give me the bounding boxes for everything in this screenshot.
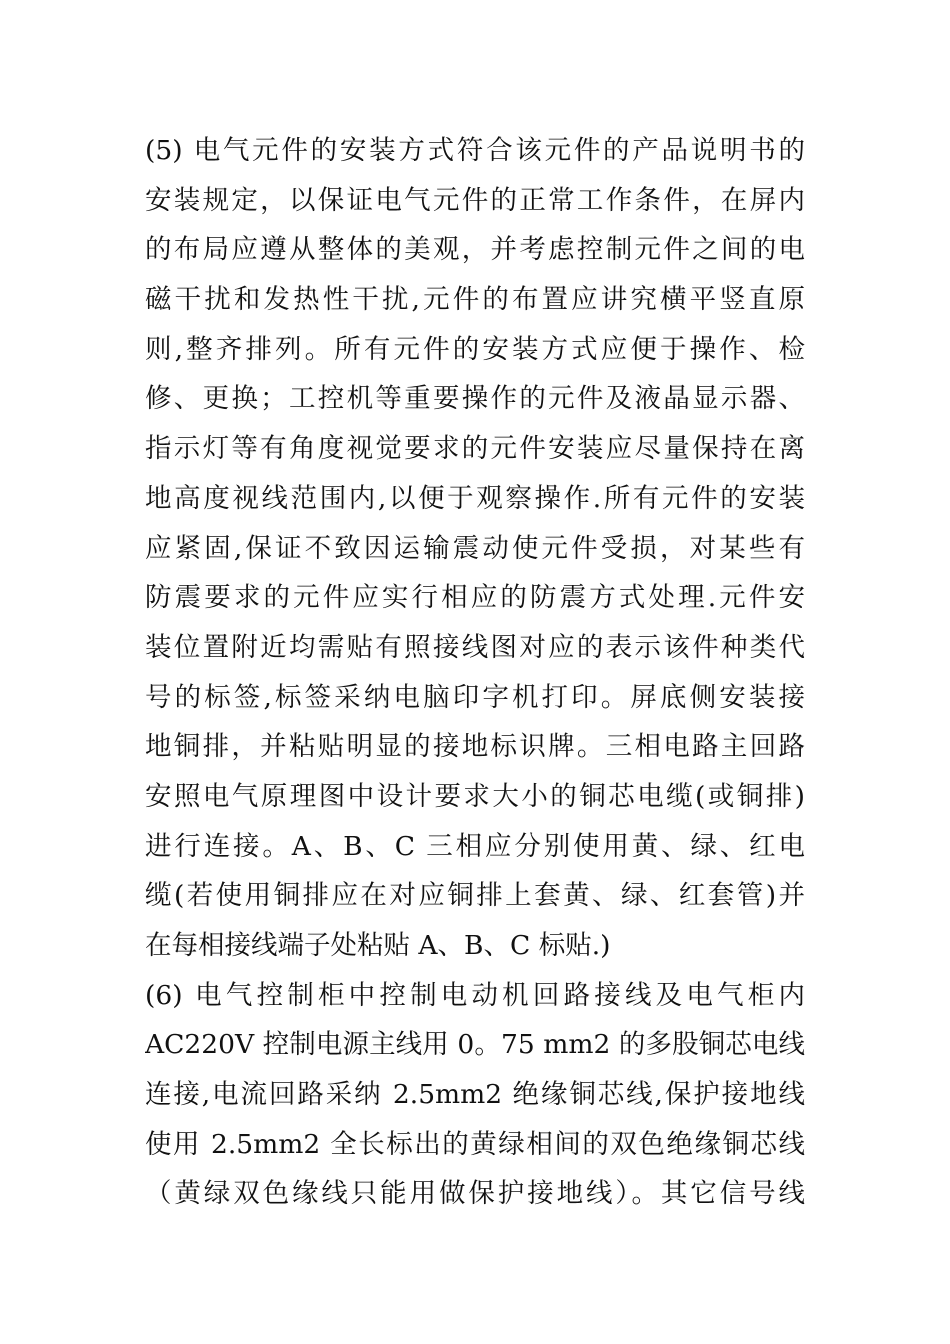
text-line: 缆(若使用铜排应在对应铜排上套黄、绿、红套管)并 xyxy=(145,880,805,912)
text-line: 指示灯等有角度视觉要求的元件安装应尽量保持在离 xyxy=(145,433,805,465)
text-line: 修、更换；工控机等重要操作的元件及液晶显示器、 xyxy=(145,383,805,415)
text-line: 安装规定，以保证电气元件的正常工作条件，在屏内 xyxy=(145,184,805,216)
text-line: 进行连接。A、B、C 三相应分别使用黄、绿、红电 xyxy=(145,830,805,862)
text-line: 连接,电流回路采纳 2.5mm2 绝缘铜芯线,保护接地线 xyxy=(145,1079,805,1111)
text-line: 号的标签,标签采纳电脑印字机打印。屏底侧安装接 xyxy=(145,681,805,713)
text-line: (5) 电气元件的安装方式符合该元件的产品说明书的 xyxy=(145,135,805,166)
text-line: AC220V 控制电源主线用 0。75 mm2 的多股铜芯电线 xyxy=(145,1029,805,1061)
text-line: （黄绿双色缘线只能用做保护接地线）。其它信号线 xyxy=(145,1178,805,1210)
document-body xyxy=(145,126,805,1219)
text-line: 应紧固,保证不致因运输震动使元件受损，对某些有 xyxy=(145,532,805,564)
text-line: 安照电气原理图中设计要求大小的铜芯电缆(或铜排) xyxy=(145,780,805,812)
text-line: 地高度视线范围内,以便于观察操作.所有元件的安装 xyxy=(145,482,805,514)
text-line: 则,整齐排列。所有元件的安装方式应便于操作、检 xyxy=(145,333,805,365)
text-line: 防震要求的元件应实行相应的防震方式处理.元件安 xyxy=(145,582,805,614)
text-line: 使用 2.5mm2 全长标出的黄绿相间的双色绝缘铜芯线 xyxy=(145,1128,805,1160)
text-line: (6) 电气控制柜中控制电动机回路接线及电气柜内 xyxy=(145,979,805,1011)
text-line: 地铜排，并粘贴明显的接地标识牌。三相电路主回路 xyxy=(145,731,805,763)
text-line: 在每相接线端子处粘贴 A、B、C 标贴.) xyxy=(145,930,611,961)
text-line: 装位置附近均需贴有照接线图对应的表示该件种类代 xyxy=(145,631,805,663)
text-line: 磁干扰和发热性干扰,元件的布置应讲究横平竖直原 xyxy=(145,284,805,316)
text-line: 的布局应遵从整体的美观，并考虑控制元件之间的电 xyxy=(145,234,805,266)
